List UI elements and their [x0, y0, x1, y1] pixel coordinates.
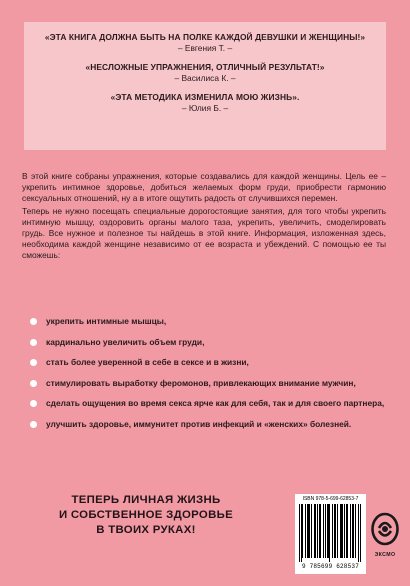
barcode-bar — [352, 504, 353, 558]
barcode-bar — [327, 504, 328, 558]
barcode-bar — [315, 504, 316, 558]
bullet-icon — [30, 339, 37, 346]
description-paragraph: Теперь не нужно посещать специальные дорогостоящие занятия, для того чтобы укрепить интимную мышцу, оздоровить органы малого таза, укрепить, увеличить, смоделировать грудь. Все нужное и полезное ты найдешь в этой книге. Информация, изложенная здесь, необходима каждой женщине независимо от ее возраста и убеждений. С помощью ее ты сможешь: — [22, 205, 386, 261]
barcode-bar — [320, 504, 321, 558]
eksmo-logo-icon — [370, 512, 400, 546]
review-quote — [36, 32, 374, 54]
barcode-bar — [358, 504, 359, 562]
benefit-text: сделать ощущения во время секса ярче как для себя, так и для своего партнера, — [46, 398, 385, 408]
isbn-label: ISBN 978-5-699-62853-7 — [302, 496, 359, 502]
barcode-bar — [346, 504, 347, 558]
bullet-icon — [30, 318, 37, 325]
description-paragraph: В этой книге собраны упражнения, которые создавались для каждой женщины. Цель ее – укрепить интимное здоровье, добиться желаемых форм груди, приобрести гармонию сексуальных отношений, ну а в итоге ощутить радость от случившихся перемен. — [22, 171, 386, 204]
benefit-text: стать более уверенной в себе в сексе и в жизни, — [46, 357, 249, 367]
review-quote — [36, 92, 374, 114]
barcode-bar — [332, 504, 333, 558]
slogan-line: И СОБСТВЕННОЕ ЗДОРОВЬЕ — [58, 509, 234, 521]
slogan-line: ТЕПЕРЬ ЛИЧНАЯ ЖИЗНЬ — [71, 494, 221, 506]
bullet-icon — [30, 400, 37, 407]
list-item — [30, 316, 386, 328]
barcode-bar — [353, 504, 354, 558]
barcode-bar — [309, 504, 310, 558]
barcode-bar — [341, 504, 342, 558]
barcode-bar — [307, 504, 308, 558]
barcode-bar — [325, 504, 326, 558]
list-item — [30, 378, 386, 390]
list-item — [30, 398, 386, 410]
review-text: «ЭТА КНИГА ДОЛЖНА БЫТЬ НА ПОЛКЕ КАЖДОЙ ДЕВУШКИ И ЖЕНЩИНЫ!» — [44, 32, 366, 42]
barcode-bar — [340, 504, 341, 558]
list-item — [30, 337, 386, 349]
barcode-bar — [317, 504, 318, 558]
benefit-text: улучшить здоровье, иммунитет против инфекций и «женских» болезней. — [46, 418, 352, 429]
review-quote — [36, 62, 374, 84]
barcode-bar — [308, 504, 309, 558]
barcode-bar — [347, 504, 348, 558]
barcode-digits: 9 785699 628537 — [301, 563, 359, 570]
review-author: – Василиса К. – — [174, 73, 236, 83]
barcode-bar — [334, 504, 335, 558]
review-text: «НЕСЛОЖНЫЕ УПРАЖНЕНИЯ, ОТЛИЧНЫЙ РЕЗУЛЬТАТ!» — [85, 62, 325, 72]
barcode-bar — [355, 504, 356, 558]
cover-slogan — [36, 493, 256, 538]
barcode-bar — [314, 504, 315, 558]
barcode-bar — [335, 504, 336, 558]
barcode-bar — [329, 504, 330, 562]
barcode-bar — [328, 504, 329, 558]
barcode-bar — [323, 504, 324, 558]
barcode-bar — [319, 504, 320, 558]
barcode-bar — [302, 504, 303, 558]
barcode-bar — [360, 504, 361, 562]
barcode-bar — [344, 504, 345, 558]
bullet-icon — [30, 359, 37, 366]
barcode-bar — [342, 504, 343, 558]
barcode-bar — [311, 504, 312, 558]
publisher-logo — [368, 512, 402, 558]
bullet-icon — [30, 421, 37, 428]
benefit-text: кардинально увеличить объем груди, — [46, 336, 205, 347]
book-description — [22, 171, 386, 263]
benefit-text: укрепить интимные мышцы, — [46, 316, 167, 326]
barcode-icon — [298, 504, 363, 562]
benefits-list — [30, 316, 386, 439]
list-item — [30, 419, 386, 431]
barcode-bar — [299, 504, 300, 562]
review-author: – Евгения Т. – — [177, 43, 233, 53]
bullet-icon — [30, 380, 37, 387]
isbn-barcode-box — [295, 494, 366, 574]
barcode-bar — [337, 504, 338, 558]
barcode-bar — [305, 504, 306, 558]
reviews-panel — [24, 22, 386, 150]
list-item — [30, 357, 386, 369]
barcode-bar — [301, 504, 302, 562]
barcode-bar — [350, 504, 351, 558]
benefit-text: стимулировать выработку феромонов, привлекающих внимание мужчин, — [46, 377, 356, 388]
slogan-line: В ТВОИХ РУКАХ! — [96, 524, 196, 536]
review-author: – Юлия Б. – — [181, 103, 229, 113]
publisher-name: ЭКСМО — [374, 552, 396, 558]
review-text: «ЭТА МЕТОДИКА ИЗМЕНИЛА МОЮ ЖИЗНЬ». — [110, 92, 300, 102]
